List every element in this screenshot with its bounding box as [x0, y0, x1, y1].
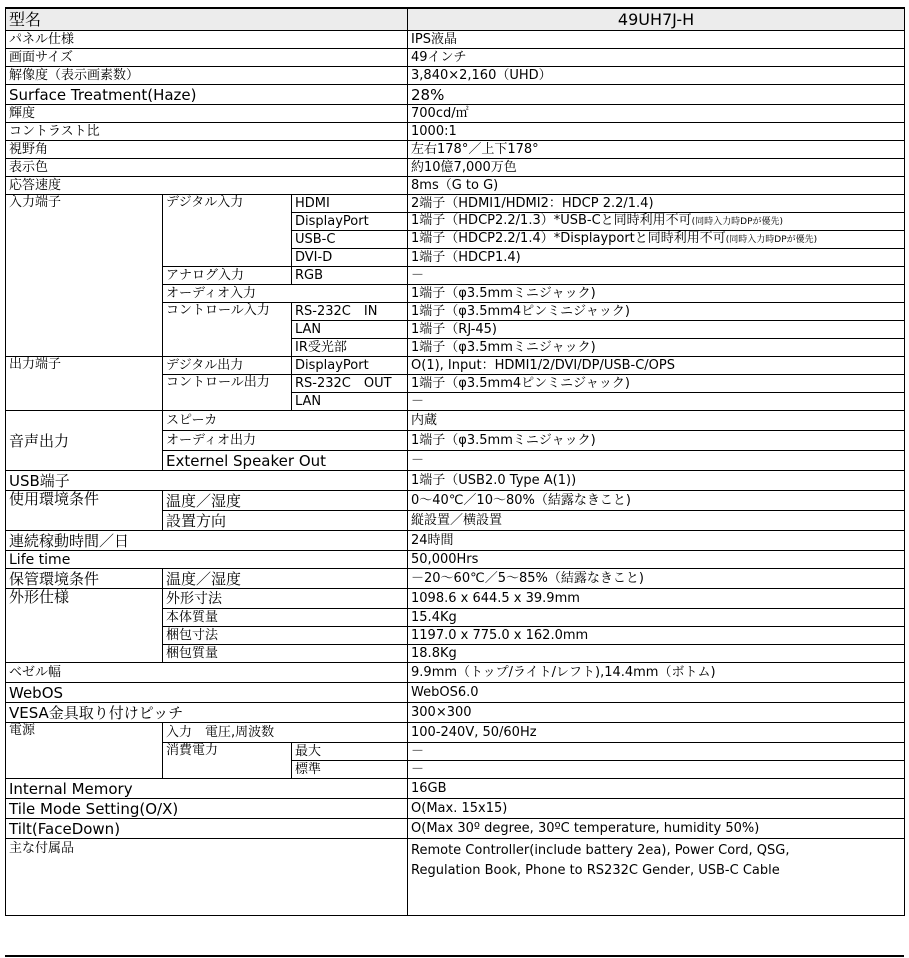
table-row — [6, 703, 905, 723]
row-value: 8ms（G to G) — [408, 177, 905, 195]
row-value: 内蔵 — [408, 411, 905, 431]
table-row — [6, 177, 905, 195]
row-label: 輝度 — [6, 105, 408, 123]
row-value: 3,840×2,160（UHD） — [408, 67, 905, 85]
value-note: (同時入力時DPが優先) — [725, 235, 818, 245]
port-label: USB-C — [292, 231, 408, 249]
table-row — [6, 779, 905, 799]
table-row — [6, 799, 905, 819]
consumption-label: 消費電力 — [163, 743, 292, 779]
value-note: (同時入力時DPが優先) — [691, 217, 784, 227]
table-row — [6, 589, 905, 609]
row-value: 1端子（φ3.5mm4ピンミニジャック) — [408, 375, 905, 393]
table-row — [6, 471, 905, 491]
storage-sub-label: 温度／湿度 — [163, 569, 408, 589]
external-speaker-label: Externel Speaker Out — [163, 451, 408, 471]
port-label: DVI-D — [292, 249, 408, 267]
row-value: 16GB — [408, 779, 905, 799]
row-value: 1端子（φ3.5mmミニジャック) — [408, 431, 905, 451]
table-row — [6, 357, 905, 375]
row-value: 100-240V, 50/60Hz — [408, 723, 905, 743]
row-value: 1端子（USB2.0 Type A(1)) — [408, 471, 905, 491]
pkg-weight-label: 梱包質量 — [163, 645, 408, 663]
power-input-label: 入力 電圧,周波数 — [163, 723, 408, 743]
row-label: Tilt(FaceDown) — [6, 819, 408, 839]
row-value: － — [408, 267, 905, 285]
table-row — [6, 683, 905, 703]
port-label: RS-232C OUT — [292, 375, 408, 393]
row-value: 1098.6 x 644.5 x 39.9mm — [408, 589, 905, 609]
output-terminals-label: 出力端子 — [6, 357, 163, 411]
row-value: － — [408, 393, 905, 411]
row-value: WebOS6.0 — [408, 683, 905, 703]
table-row — [6, 141, 905, 159]
spec-table — [5, 7, 905, 916]
row-label: Life time — [6, 551, 408, 569]
row-value: 2端子（HDMI1/HDMI2：HDCP 2.2/1.4) — [408, 195, 905, 213]
value-text: 1端子（HDCP2.2/1.4）*Displayportと同時利用不可 — [411, 231, 726, 246]
row-value: 9.9mm（トップ/ライト/レフト),14.4mm（ボトム) — [408, 663, 905, 683]
pkg-dims-label: 梱包寸法 — [163, 627, 408, 645]
table-row — [6, 723, 905, 743]
port-label: DisplayPort — [292, 213, 408, 231]
value-text: 1端子（HDCP2.2/1.3）*USB-Cと同時利用不可 — [411, 213, 692, 228]
row-label: Tile Mode Setting(O/X) — [6, 799, 408, 819]
row-label: 視野角 — [6, 141, 408, 159]
row-label: USB端子 — [6, 471, 408, 491]
row-label: 画面サイズ — [6, 49, 408, 67]
row-value: 700cd/㎡ — [408, 105, 905, 123]
row-value: 15.4Kg — [408, 609, 905, 627]
bottom-border — [5, 955, 904, 957]
audio-output-sub-label: オーディオ出力 — [163, 431, 408, 451]
row-value: O(Max 30º degree, 30ºC temperature, humidity 50%) — [408, 819, 905, 839]
row-value — [408, 231, 905, 249]
row-value: 24時間 — [408, 531, 905, 551]
analog-input-label: アナログ入力 — [163, 267, 292, 285]
table-row — [6, 663, 905, 683]
row-value: IPS液晶 — [408, 31, 905, 49]
table-row — [6, 819, 905, 839]
accessories-value — [408, 839, 905, 916]
table-row — [6, 159, 905, 177]
row-value: 49インチ — [408, 49, 905, 67]
row-value: 1端子（RJ-45) — [408, 321, 905, 339]
row-label: 連続稼動時間／日 — [6, 531, 408, 551]
table-row — [6, 67, 905, 85]
port-label: RGB — [292, 267, 408, 285]
row-value — [408, 213, 905, 231]
row-value: 1000:1 — [408, 123, 905, 141]
model-label: 型名 — [6, 8, 408, 31]
input-terminals-label: 入力端子 — [6, 195, 163, 357]
row-label: Surface Treatment(Haze) — [6, 85, 408, 105]
row-value: 1端子（φ3.5mm4ピンミニジャック) — [408, 303, 905, 321]
power-max-label: 最大 — [292, 743, 408, 761]
row-label: 主な付属品 — [6, 839, 408, 916]
audio-input-label: オーディオ入力 — [163, 285, 408, 303]
table-row — [6, 839, 905, 916]
table-row — [6, 31, 905, 49]
port-label: RS-232C IN — [292, 303, 408, 321]
table-row — [6, 411, 905, 431]
speaker-label: スピーカ — [163, 411, 408, 431]
row-value: － — [408, 743, 905, 761]
row-label: パネル仕様 — [6, 31, 408, 49]
accessories-line: Regulation Book, Phone to RS232C Gender, USB-C Cable — [411, 863, 780, 878]
port-label: DisplayPort — [292, 357, 408, 375]
row-value: － — [408, 761, 905, 779]
table-row — [6, 105, 905, 123]
row-value: 縦設置／横設置 — [408, 511, 905, 531]
port-label: IR受光部 — [292, 339, 408, 357]
row-value: O(1), Input：HDMI1/2/DVI/DP/USB-C/OPS — [408, 357, 905, 375]
form-label: 外形仕様 — [6, 589, 163, 663]
table-row — [6, 569, 905, 589]
row-value: 300×300 — [408, 703, 905, 723]
row-value: O(Max. 15x15) — [408, 799, 905, 819]
table-row — [6, 551, 905, 569]
port-label: LAN — [292, 321, 408, 339]
table-row — [6, 49, 905, 67]
accessories-line: Remote Controller(include battery 2ea), Power Cord, QSG, — [411, 843, 790, 858]
row-label: ベゼル幅 — [6, 663, 408, 683]
row-value: 50,000Hrs — [408, 551, 905, 569]
row-value: 1端子（φ3.5mmミニジャック) — [408, 285, 905, 303]
digital-input-label: デジタル入力 — [163, 195, 292, 267]
row-value: 約10億7,000万色 — [408, 159, 905, 177]
row-label: 表示色 — [6, 159, 408, 177]
row-value: －20～60℃／5～85%（結露なきこと) — [408, 569, 905, 589]
row-value: 0～40℃／10～80%（結露なきこと) — [408, 491, 905, 511]
row-label: コントラスト比 — [6, 123, 408, 141]
weight-label: 本体質量 — [163, 609, 408, 627]
row-label: Internal Memory — [6, 779, 408, 799]
row-label: 応答速度 — [6, 177, 408, 195]
orientation-label: 設置方向 — [163, 511, 408, 531]
row-value: 1端子（HDCP1.4) — [408, 249, 905, 267]
row-value: － — [408, 451, 905, 471]
model-name: 49UH7J-H — [408, 8, 905, 31]
control-input-label: コントロール入力 — [163, 303, 292, 357]
dims-label: 外形寸法 — [163, 589, 408, 609]
digital-output-label: デジタル出力 — [163, 357, 292, 375]
row-value: 1197.0 x 775.0 x 162.0mm — [408, 627, 905, 645]
control-output-label: コントロール出力 — [163, 375, 292, 411]
row-value: 1端子（φ3.5mmミニジャック) — [408, 339, 905, 357]
table-row — [6, 85, 905, 105]
row-value: 28% — [408, 85, 905, 105]
row-label: 解像度（表示画素数） — [6, 67, 408, 85]
table-row — [6, 195, 905, 213]
power-std-label: 標準 — [292, 761, 408, 779]
table-row — [6, 491, 905, 511]
header-row — [6, 8, 905, 31]
row-label: 保管環境条件 — [6, 569, 163, 589]
row-value: 18.8Kg — [408, 645, 905, 663]
power-label: 電源 — [6, 723, 163, 779]
port-label: HDMI — [292, 195, 408, 213]
environment-label: 使用環境条件 — [6, 491, 163, 531]
port-label: LAN — [292, 393, 408, 411]
row-label: WebOS — [6, 683, 408, 703]
row-value: 左右178°／上下178° — [408, 141, 905, 159]
audio-output-label: 音声出力 — [6, 411, 163, 471]
temp-humidity-label: 温度／湿度 — [163, 491, 408, 511]
table-row — [6, 123, 905, 141]
table-row — [6, 531, 905, 551]
row-label: VESA金具取り付けピッチ — [6, 703, 408, 723]
